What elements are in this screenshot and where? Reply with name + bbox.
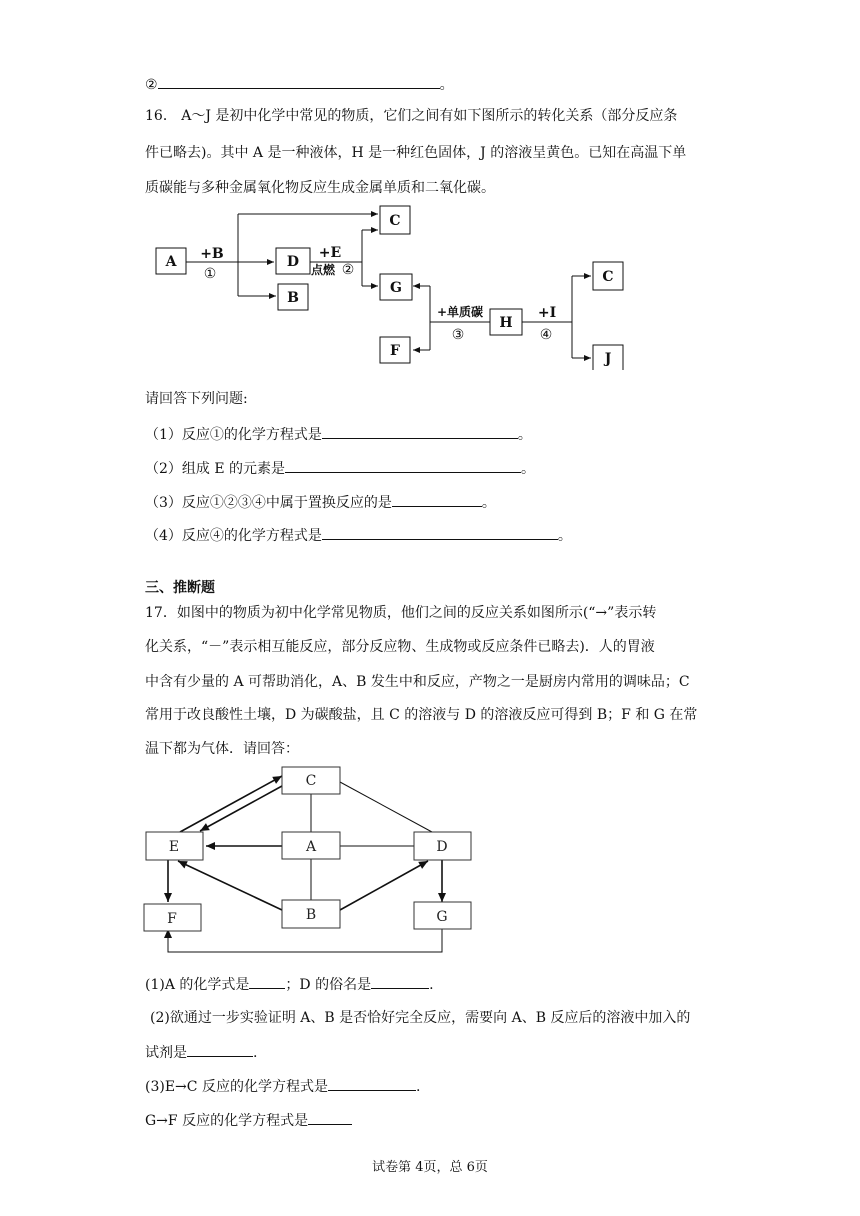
answer-blank[interactable]: [249, 974, 285, 989]
answer-blank[interactable]: [371, 974, 429, 989]
q16-prompt: 请回答下列问题:: [145, 391, 248, 407]
q17-question-3: (3)E→C 反应的化学方程式是 .: [145, 1076, 420, 1097]
node-j-label: J: [604, 351, 612, 367]
node-c-right-label: C: [602, 269, 614, 285]
q16-line-2: 件已略去)。其中 A 是一种液体，H 是一种红色固体，J 的溶液呈黄色。已知在高温下单: [145, 145, 687, 161]
node-f-label: F: [390, 343, 400, 359]
answer-blank[interactable]: [285, 458, 521, 473]
q16-line-3: 质碳能与多种金属氧化物反应生成金属单质和二氧化碳。: [145, 180, 495, 196]
condition-ignite: 点燃: [310, 263, 336, 277]
answer-blank[interactable]: [322, 424, 518, 439]
q17-line-4: 常用于改良酸性土壤，D 为碳酸盐，且 C 的溶液与 D 的溶液反应可得到 B；F 和 G 在常: [145, 707, 698, 723]
reaction-1-mark: ①: [203, 266, 217, 282]
page-footer: 试卷第 4页，总 6页: [372, 1160, 488, 1175]
q16-question-1: （1）反应①的化学方程式是 。: [145, 424, 532, 445]
q17-line-2: 化关系，“－”表示相互能反应，部分反应物、生成物或反应条件已略去)．人的胃液: [145, 639, 655, 655]
reaction-2-mark: ②: [341, 262, 355, 278]
reagent-plus-b: +B: [200, 246, 224, 262]
node-d-label: D: [436, 839, 448, 855]
q17-diagram: [0, 762, 860, 962]
section-title: 三、推断题: [145, 580, 215, 596]
answer-blank[interactable]: [187, 1042, 253, 1057]
reaction-3-mark: ③: [451, 327, 465, 343]
node-f-label: F: [167, 911, 177, 927]
answer-blank[interactable]: [328, 1076, 416, 1091]
node-d-label: D: [286, 254, 300, 270]
q16-question-3: （3）反应①②③④中属于置换反应的是 。: [145, 492, 496, 513]
q17-question-2-cont: 试剂是 .: [145, 1042, 257, 1063]
reagent-carbon: +单质碳: [436, 305, 484, 319]
node-e-label: E: [168, 839, 180, 855]
answer-blank[interactable]: [308, 1110, 352, 1125]
q16-line-1: 16． A～J 是初中化学中常见的物质，它们之间有如下图所示的转化关系（部分反应条: [145, 108, 678, 124]
node-g-label: G: [390, 280, 402, 296]
answer-blank[interactable]: [158, 74, 440, 89]
q16-diagram: [0, 200, 860, 370]
q17-line-5: 温下都为气体．请回答：: [145, 741, 299, 757]
node-h-label: H: [499, 315, 513, 331]
q17-line-1: 17．如图中的物质为初中化学常见物质，他们之间的反应关系如图所示(“→”表示转: [145, 605, 657, 621]
q15-answer-line: ② 。: [145, 74, 454, 95]
q17-question-2: (2)欲通过一步实验证明 A、B 是否恰好完全反应，需要向 A、B 反应后的溶液中加入的: [150, 1010, 691, 1026]
node-c-label: C: [305, 773, 317, 789]
reaction-4-mark: ④: [539, 327, 553, 343]
q17-question-1: (1)A 的化学式是 ；D 的俗名是 .: [145, 974, 434, 995]
node-g-label: G: [436, 909, 448, 925]
reagent-plus-e: +E: [318, 245, 342, 261]
q16-question-4: （4）反应④的化学方程式是 。: [145, 525, 572, 546]
q17-question-4: G→F 反应的化学方程式是: [145, 1110, 352, 1131]
node-b-label: B: [305, 907, 317, 923]
answer-blank[interactable]: [392, 492, 482, 507]
node-c-top-label: C: [389, 213, 401, 229]
answer-blank[interactable]: [322, 525, 558, 540]
q17-line-3: 中含有少量的 A 可帮助消化，A、B 发生中和反应，产物之一是厨房内常用的调味品；C: [145, 674, 690, 690]
node-a-label: A: [305, 839, 317, 855]
q16-question-2: （2）组成 E 的元素是 。: [145, 458, 535, 479]
node-b-label: B: [287, 290, 299, 306]
node-a-label: A: [165, 254, 177, 270]
reagent-plus-i: +I: [537, 305, 557, 321]
